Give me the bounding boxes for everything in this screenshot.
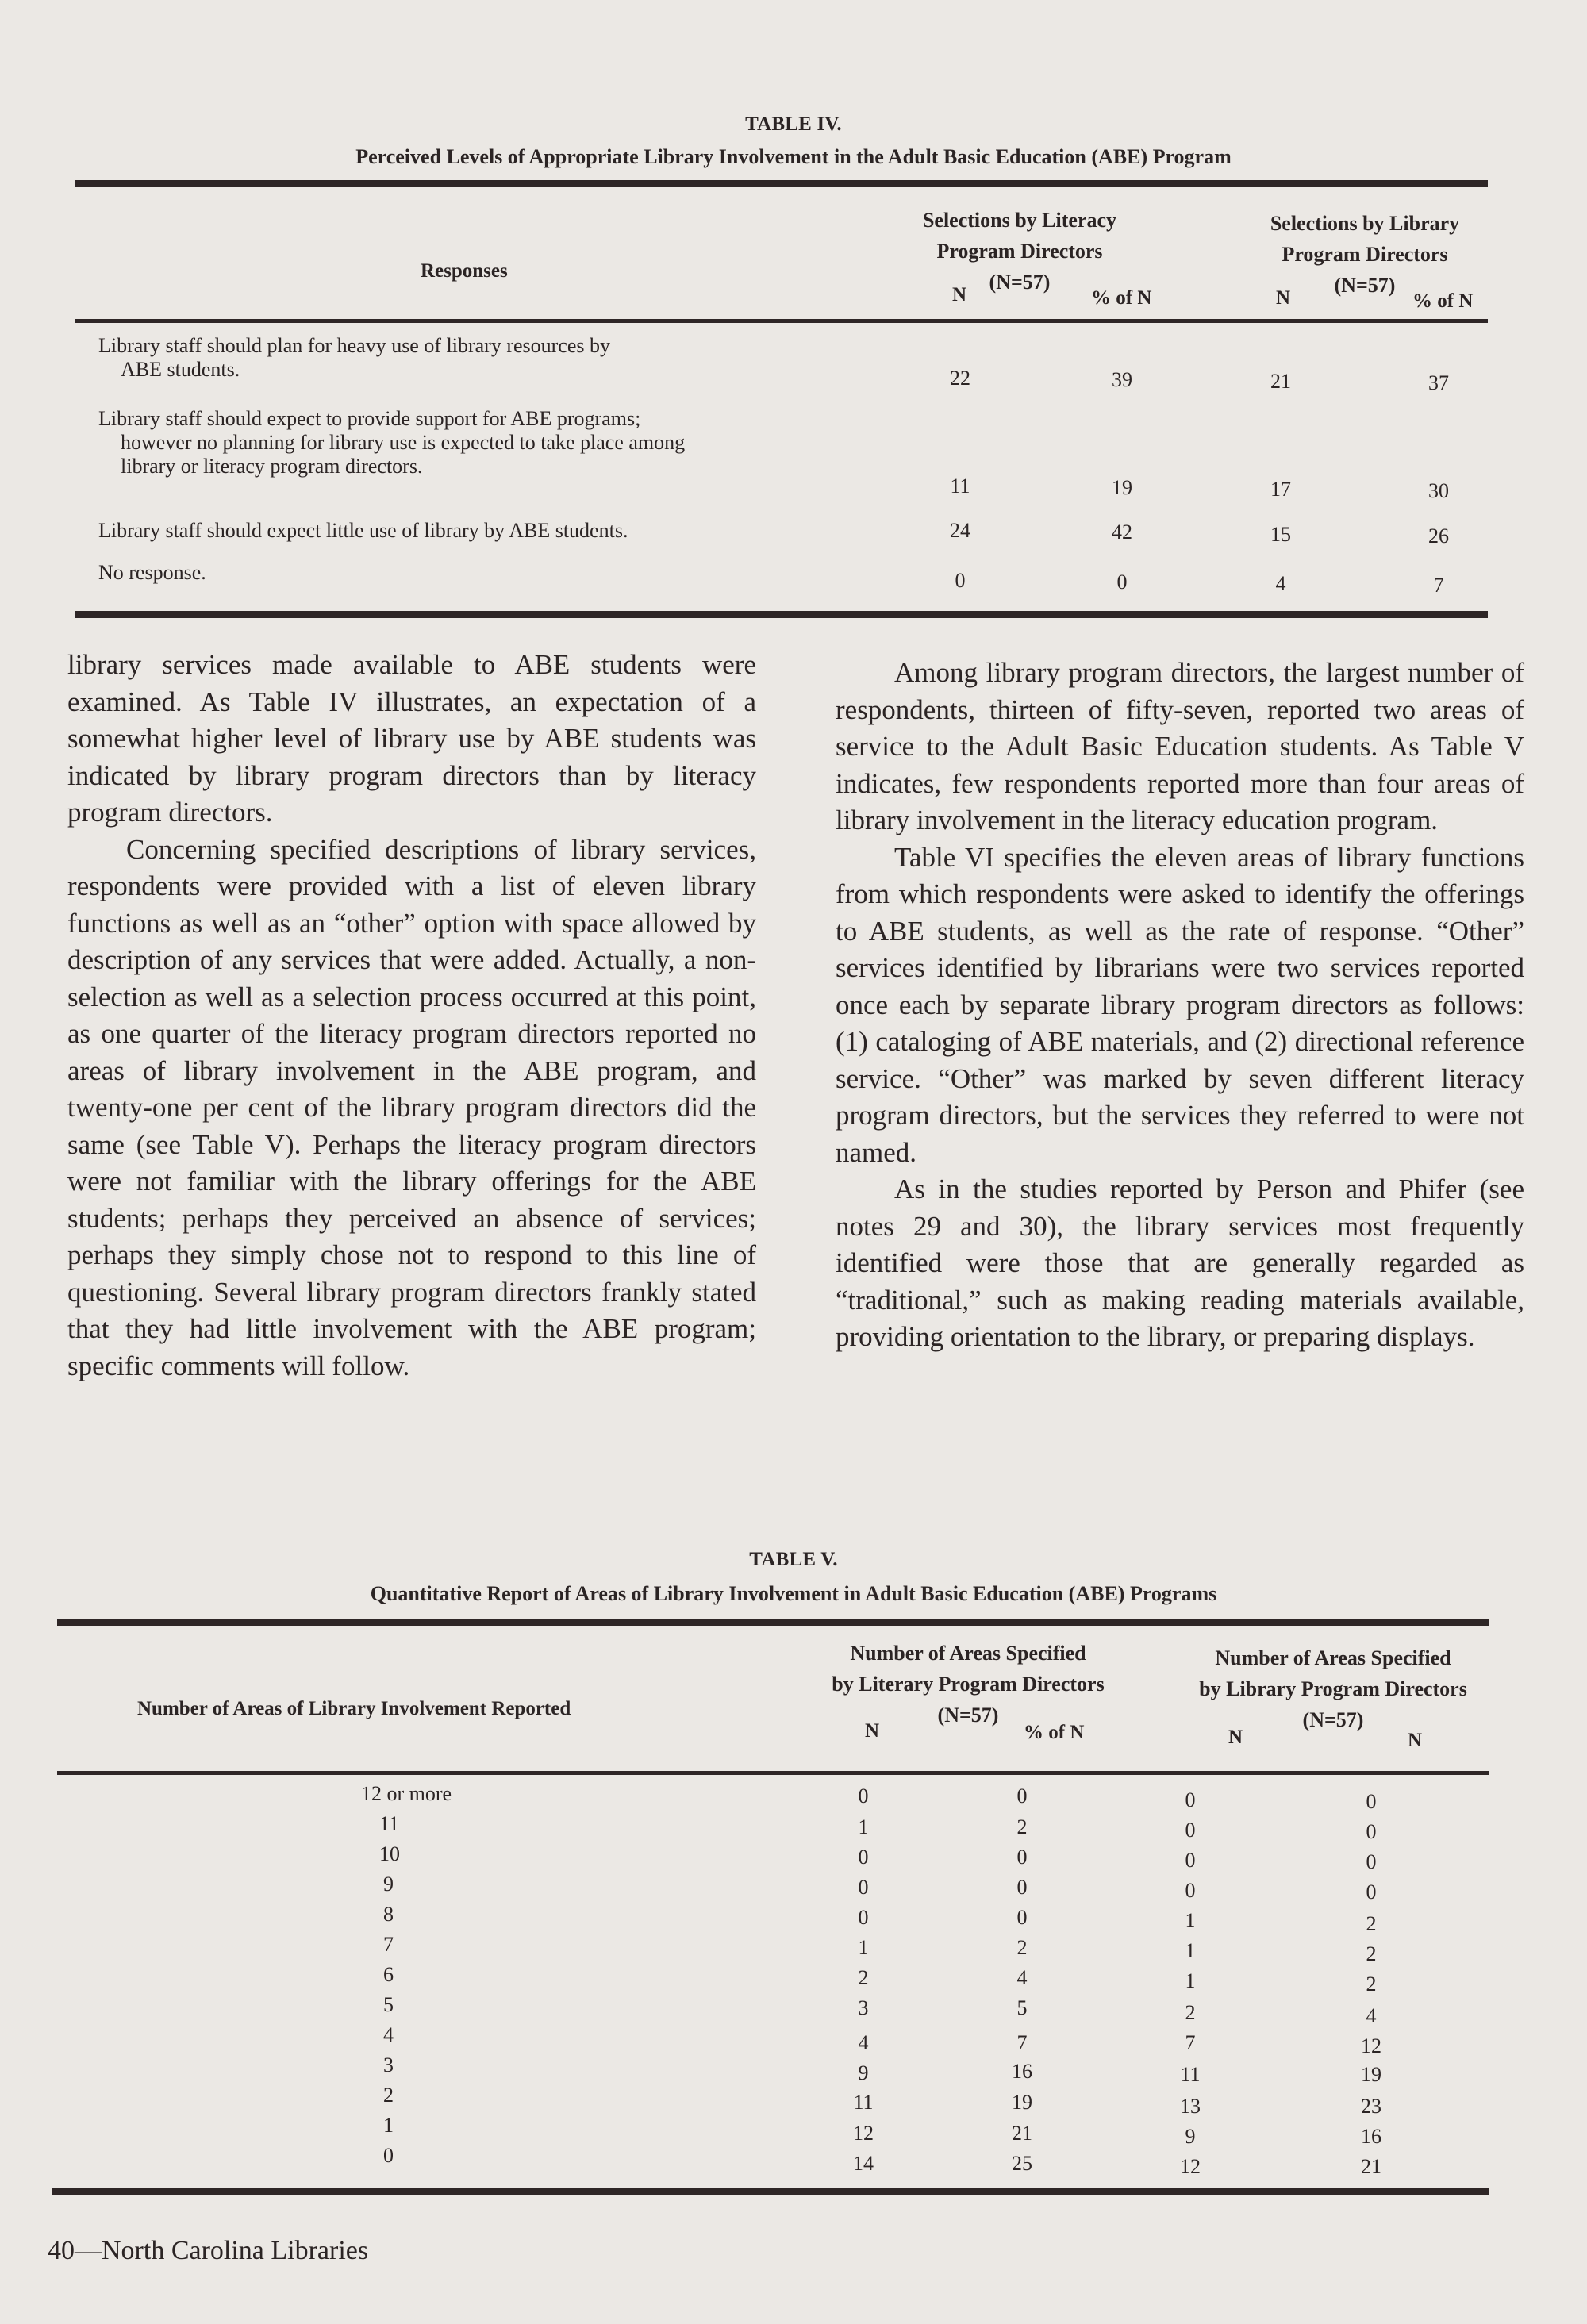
table-v-cell: 9 <box>1185 2125 1196 2148</box>
table-v-top-rule <box>57 1619 1489 1626</box>
table-iv-header-library-pct: % of N <box>1412 290 1474 312</box>
table-v-cell: 11 <box>1180 2063 1201 2086</box>
table-v-cell: 0 <box>1366 1820 1377 1843</box>
table-v-cell: 7 <box>1016 2031 1028 2054</box>
table-iv-header-rule <box>75 319 1488 323</box>
table-v-header-literacy-pct: % of N <box>1024 1722 1085 1743</box>
table-v-cell: 21 <box>1361 2155 1381 2178</box>
table-v-cell: 13 <box>1180 2095 1201 2118</box>
table-v-bottom-rule <box>52 2188 1489 2195</box>
table-iv-header-literacy: Selections by Literacy Program Directors (N=57) <box>922 209 1117 294</box>
table-iv-title: Perceived Levels of Appropriate Library Involvement in the Adult Basic Education (ABE) Program <box>355 145 1232 168</box>
table-v-cell: 2 <box>858 1966 869 1989</box>
table-iv-cell: 4 <box>1275 572 1286 595</box>
table-v-cell: 12 <box>1361 2034 1381 2057</box>
table-v-cell: 0 <box>1016 1906 1028 1929</box>
table-iv-cell: 17 <box>1270 478 1291 501</box>
table-iv-top-rule <box>75 180 1488 187</box>
table-v-row-label: 10 <box>379 1842 400 1865</box>
table-iv-cell: 42 <box>1112 520 1132 544</box>
paragraph: As in the studies reported by Person and Phifer (see notes 29 and 30), the library services most frequently identified were those that are generally regarded as “traditional,” such as making reading materials available, providing orientation to the library, or preparing displays. <box>836 1174 1524 1352</box>
table-v-header-library: Number of Areas Specified by Library Program Directors (N=57) <box>1199 1646 1467 1731</box>
table-v-cell: 0 <box>1016 1876 1028 1899</box>
table-iv-cell: 30 <box>1428 479 1449 502</box>
table-iv-header-literacy-n: N <box>952 284 967 305</box>
table-v-cell: 7 <box>1185 2031 1196 2054</box>
table-iv-header-library-n: N <box>1276 287 1291 309</box>
table-v-cell: 19 <box>1012 2091 1032 2114</box>
table-v-cell: 4 <box>858 2031 869 2054</box>
table-v-cell: 12 <box>1180 2155 1201 2178</box>
table-v-row-label: 5 <box>383 1993 394 2016</box>
table-v-cell: 4 <box>1016 1966 1028 1989</box>
table-iv-cell: 7 <box>1433 574 1444 597</box>
table-v-label: TABLE V. <box>749 1549 838 1570</box>
table-v-cell: 5 <box>1016 1996 1028 2019</box>
table-v-row-label: 3 <box>383 2053 394 2076</box>
table-v-cell: 0 <box>858 1906 869 1929</box>
table-v-cell: 25 <box>1012 2152 1032 2175</box>
table-v-cell: 0 <box>1185 1879 1196 1902</box>
table-iv-row: Library staff should expect to provide support for ABE programs; however no planning for library use is expected to take place among library or literacy program directors. <box>98 407 686 478</box>
table-v-header-library-n: N <box>1228 1727 1243 1748</box>
table-iv-cell: 22 <box>950 367 970 390</box>
table-v-cell: 12 <box>853 2122 874 2145</box>
table-v-header-literacy-n: N <box>865 1720 880 1742</box>
table-iv-label: TABLE IV. <box>745 113 842 135</box>
table-v-row-label: 7 <box>383 1933 394 1956</box>
table-iv-cell: 37 <box>1428 371 1449 394</box>
table-v-cell: 4 <box>1366 2004 1377 2027</box>
table-v-cell: 1 <box>1185 1909 1196 1932</box>
table-v-cell: 2 <box>1185 2001 1196 2024</box>
table-v-header-rule <box>57 1771 1489 1775</box>
table-v-title: Quantitative Report of Areas of Library Involvement in Adult Basic Education (ABE) Programs <box>370 1582 1217 1605</box>
table-v-cell: 0 <box>858 1784 869 1807</box>
table-v-cell: 3 <box>858 1996 869 2019</box>
page-footer: 40—North Carolina Libraries <box>48 2236 369 2265</box>
table-iv-header-responses: Responses <box>421 260 508 282</box>
table-v-header-areas: Number of Areas of Library Involvement Reported <box>137 1698 571 1719</box>
paragraph: Table VI specifies the eleven areas of library functions from which respondents were asked to identify the offerings to ABE students, as well as the rate of response. “Other” services identified by librarians were two services reported once each by separate library program directors as follows: (1) cataloging of ABE materials, and (2) directional reference service. “Other” was marked by seven different literacy program directors, but the services they referred to were not named. <box>836 841 1524 1168</box>
table-v-cell: 0 <box>1185 1849 1196 1872</box>
table-v-cell: 16 <box>1012 2060 1032 2083</box>
paragraph: Concerning specified descriptions of library services, respondents were provided with a list of eleven library functions as well as an “other” option with space allowed by description of any services that were added. Actually, a non-selection as well as a selection process occurred at this point, as one quarter of the literacy program directors reported no areas of library involvement in the ABE program, and twenty-one per cent of the library program directors did the same (see Table V). Perhaps the literacy program directors were not familiar with the library offerings for the ABE students; perhaps they perceived an absence of services; perhaps they simply chose not to respond to this line of questioning. Several library program directors frankly stated that they had little involvement with the ABE program; specific comments will follow. <box>67 833 756 1381</box>
table-iv-row: No response. <box>98 561 206 584</box>
table-iv-cell: 11 <box>950 474 970 497</box>
table-v-cell: 0 <box>1185 1819 1196 1842</box>
table-v-cell: 11 <box>853 2091 874 2114</box>
table-v-row-label: 12 or more <box>361 1782 452 1805</box>
paragraph: library services made available to ABE students were examined. As Table IV illustrates, an expectation of a somewhat higher level of library use by ABE students was indicated by library program directors than by literacy program directors. <box>67 649 756 828</box>
table-v-cell: 1 <box>1185 1939 1196 1962</box>
table-v-cell: 9 <box>858 2061 869 2084</box>
table-iv-header-literacy-pct: % of N <box>1091 287 1152 309</box>
table-iv-row: Library staff should plan for heavy use of library resources by ABE students. <box>98 334 610 381</box>
table-v-cell: 2 <box>1016 1936 1028 1959</box>
table-v-row-label: 8 <box>383 1903 394 1926</box>
table-v-row-label: 6 <box>383 1963 394 1986</box>
table-v-row-label: 2 <box>383 2084 394 2107</box>
table-v-row-label: 9 <box>383 1873 394 1896</box>
table-v-cell: 2 <box>1366 1942 1377 1965</box>
body-column-left <box>67 647 756 1385</box>
table-v-cell: 0 <box>1016 1784 1028 1807</box>
table-v-row-label: 4 <box>383 2023 394 2046</box>
table-v-cell: 0 <box>1366 1850 1377 1873</box>
table-iv-row: Library staff should expect little use of library by ABE students. <box>98 519 628 542</box>
table-iv-cell: 0 <box>1116 570 1128 593</box>
table-v-cell: 1 <box>1185 1969 1196 1992</box>
table-v-cell: 0 <box>1366 1880 1377 1903</box>
table-iv-cell: 19 <box>1112 476 1132 499</box>
table-v-row-label: 1 <box>383 2114 394 2137</box>
table-iv-cell: 24 <box>950 519 970 542</box>
table-v-header-library-n2: N <box>1408 1730 1423 1751</box>
table-iv-bottom-rule <box>75 611 1488 618</box>
table-v-cell: 14 <box>853 2152 874 2175</box>
table-v-cell: 0 <box>1185 1788 1196 1811</box>
table-v-row-label: 11 <box>379 1812 400 1835</box>
table-v-cell: 2 <box>1366 1973 1377 1996</box>
table-v-cell: 16 <box>1361 2125 1381 2148</box>
table-v-cell: 2 <box>1366 1912 1377 1935</box>
table-v-cell: 1 <box>858 1936 869 1959</box>
body-column-right <box>836 655 1524 1356</box>
table-v-cell: 0 <box>1016 1846 1028 1869</box>
table-v-cell: 0 <box>858 1876 869 1899</box>
table-iv-cell: 0 <box>955 569 966 592</box>
table-iv-cell: 21 <box>1270 370 1291 393</box>
table-iv-cell: 39 <box>1112 368 1132 391</box>
table-v-cell: 1 <box>858 1815 869 1838</box>
table-v-cell: 19 <box>1361 2063 1381 2086</box>
table-v-row-label: 0 <box>383 2144 394 2167</box>
table-v-header-literacy: Number of Areas Specified by Literary Program Directors (N=57) <box>832 1642 1105 1727</box>
table-v-cell: 2 <box>1016 1815 1028 1838</box>
table-iv-cell: 15 <box>1270 523 1291 546</box>
table-iv-header-library: Selections by Library Program Directors (N=57) <box>1270 212 1460 297</box>
table-iv-cell: 26 <box>1428 524 1449 547</box>
table-v-cell: 0 <box>858 1846 869 1869</box>
paragraph: Among library program directors, the largest number of respondents, thirteen of fifty-seven, reported two areas of service to the Adult Basic Education students. As Table V indicates, few respondents reported more than four areas of library involvement in the literacy education program. <box>836 657 1524 835</box>
table-v-cell: 0 <box>1366 1790 1377 1813</box>
table-v-cell: 23 <box>1361 2095 1381 2118</box>
table-v-cell: 21 <box>1012 2122 1032 2145</box>
